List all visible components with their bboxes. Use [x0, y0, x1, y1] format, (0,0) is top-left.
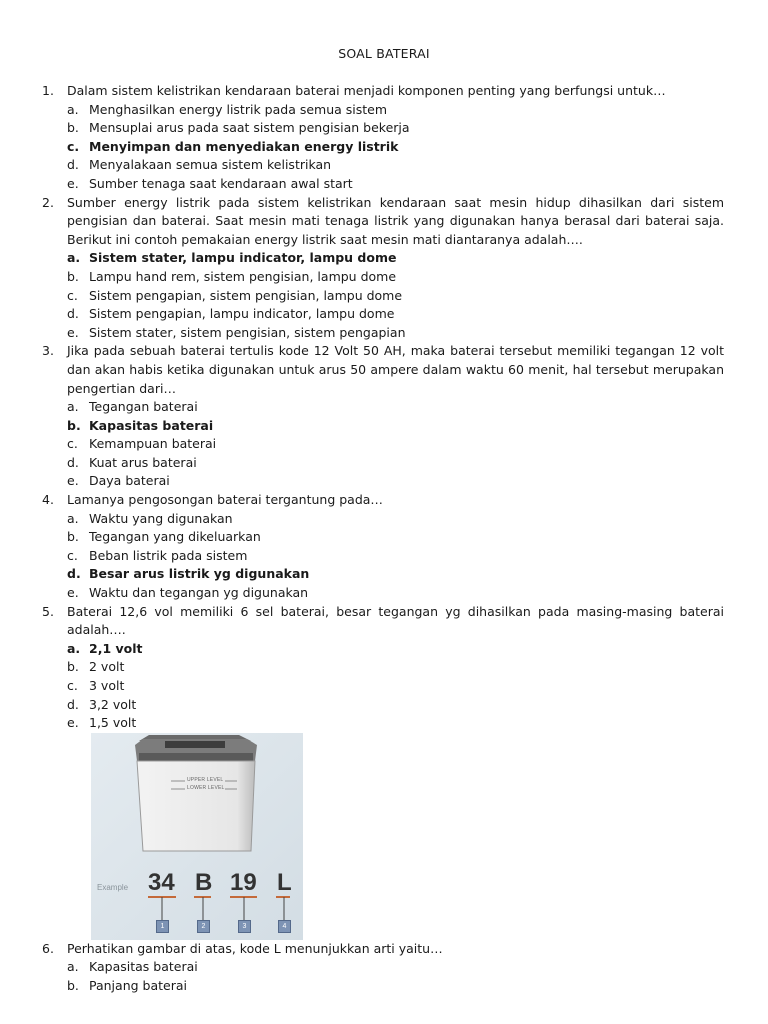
option-5b — [42, 658, 724, 677]
option-1d — [42, 156, 724, 175]
option-letter: a. — [67, 640, 81, 656]
option-text: Tegangan baterai — [89, 399, 198, 415]
option-text: Kuat arus baterai — [89, 454, 197, 470]
option-text: Sistem pengapian, sistem pengisian, lampu dome — [89, 287, 403, 303]
question-number: 3. — [42, 343, 54, 359]
option-text: 2 volt — [89, 659, 125, 675]
option-text: Waktu dan tegangan yg digunakan — [89, 585, 309, 601]
code-terminal: L — [277, 868, 292, 896]
option-4b — [42, 528, 724, 547]
code-number-2: 2 — [197, 920, 210, 933]
question-number: 6. — [42, 940, 54, 956]
option-text: Sistem stater, lampu indicator, lampu dome — [89, 250, 397, 266]
option-text: Tegangan yang dikeluarkan — [89, 529, 261, 545]
option-letter: a. — [67, 959, 79, 975]
option-letter: c. — [67, 138, 80, 154]
battery-code-figure — [91, 733, 303, 940]
option-letter: b. — [67, 417, 81, 433]
question-number: 5. — [42, 603, 54, 619]
option-1e — [42, 175, 724, 194]
question-block — [42, 603, 724, 733]
option-3d — [42, 454, 724, 473]
option-text: 3 volt — [89, 678, 125, 693]
battery-illustration — [91, 733, 303, 940]
option-3e — [42, 472, 724, 491]
page-title: SOAL BATERAI — [338, 46, 430, 61]
option-1b — [42, 119, 724, 138]
option-letter: b. — [67, 268, 79, 284]
option-text: Panjang baterai — [89, 977, 187, 993]
option-2e — [42, 324, 724, 343]
code-number-3: 3 — [238, 920, 251, 933]
option-letter: d. — [67, 157, 79, 173]
option-5c — [42, 677, 724, 696]
question-2 — [42, 194, 724, 250]
code-width-height: B — [195, 868, 213, 896]
option-5e — [42, 714, 724, 733]
question-number: 2. — [42, 194, 54, 210]
option-3b-answer — [42, 417, 724, 436]
option-text: Mensuplai arus pada saat sistem pengisian bekerja — [89, 120, 410, 136]
option-1a — [42, 101, 724, 120]
option-letter: e. — [67, 175, 79, 191]
code-number-4: 4 — [278, 920, 291, 933]
option-text: Menyalakaan semua sistem kelistrikan — [89, 157, 332, 173]
question-text: Sumber energy listrik pada sistem kelistrikan kendaraan saat mesin hidup dihasilkan dari sistem pengisian dan baterai. Saat mesin mati tenaga listrik yang digunakan hanya berasal dari baterai saja. Berikut ini contoh pemakaian energy listrik saat mesin mati diantaranya adalah…. — [67, 194, 724, 247]
lower-level-label: LOWER LEVEL — [187, 784, 225, 791]
option-letter: c. — [67, 287, 78, 303]
option-letter: b. — [67, 977, 79, 993]
question-text: Lamanya pengosongan baterai tergantung pada… — [67, 492, 383, 508]
option-2b — [42, 268, 724, 287]
option-4c — [42, 547, 724, 566]
question-block — [42, 194, 724, 343]
option-text: Besar arus listrik yg digunakan — [89, 566, 310, 582]
option-letter: d. — [67, 696, 79, 712]
option-2c — [42, 287, 724, 306]
question-text: Jika pada sebuah baterai tertulis kode 12 Volt 50 AH, maka baterai tersebut memiliki tegangan 12 volt dan akan habis ketika digunakan untuk arus 50 ampere dalam waktu 60 menit, hal tersebut merupakan pengertian dari… — [67, 343, 724, 396]
option-text: Sistem pengapian, lampu indicator, lampu dome — [89, 306, 395, 322]
question-block — [42, 82, 724, 194]
option-text: Daya baterai — [89, 473, 170, 489]
option-text: Kemampuan baterai — [89, 436, 217, 452]
option-4a — [42, 510, 724, 529]
option-letter: e. — [67, 715, 79, 731]
option-text: 3,2 volt — [89, 696, 137, 712]
code-length: 19 — [230, 868, 257, 896]
option-letter: a. — [67, 510, 79, 526]
code-capacity: 34 — [148, 868, 175, 896]
option-5d — [42, 696, 724, 715]
question-text: Baterai 12,6 vol memiliki 6 sel baterai, besar tegangan yg dihasilkan pada masing-masing baterai adalah…. — [67, 603, 724, 638]
option-text: Waktu yang digunakan — [89, 510, 233, 526]
battery-case — [137, 761, 255, 851]
question-5 — [42, 603, 724, 640]
option-text: Menyimpan dan menyediakan energy listrik — [89, 138, 399, 154]
option-letter: b. — [67, 659, 79, 675]
option-5a-answer — [42, 640, 724, 659]
option-6a — [42, 958, 724, 977]
option-letter: b. — [67, 120, 79, 136]
code-number-1: 1 — [156, 920, 169, 933]
question-list — [42, 82, 724, 996]
option-text: 2,1 volt — [89, 640, 143, 656]
option-2d — [42, 305, 724, 324]
question-block — [42, 342, 724, 491]
question-number: 1. — [42, 83, 54, 98]
question-block — [42, 491, 724, 603]
option-letter: e. — [67, 585, 79, 601]
option-1c-answer — [42, 138, 724, 157]
option-text: Sistem stater, sistem pengisian, sistem pengapian — [89, 324, 406, 340]
option-text: Kapasitas baterai — [89, 417, 214, 433]
option-6b — [42, 977, 724, 996]
upper-level-label: UPPER LEVEL — [187, 776, 224, 783]
option-text: Beban listrik pada sistem — [89, 547, 248, 563]
question-1 — [42, 82, 724, 101]
option-text: Kapasitas baterai — [89, 959, 198, 975]
option-letter: a. — [67, 101, 79, 117]
option-letter: d. — [67, 566, 81, 582]
option-letter: c. — [67, 547, 78, 563]
option-3a — [42, 398, 724, 417]
option-text: 1,5 volt — [89, 715, 137, 731]
option-letter: d. — [67, 306, 79, 322]
question-number: 4. — [42, 492, 54, 508]
option-letter: d. — [67, 454, 79, 470]
option-3c — [42, 435, 724, 454]
option-letter: e. — [67, 473, 79, 489]
option-letter: a. — [67, 250, 81, 266]
option-text: Lampu hand rem, sistem pengisian, lampu dome — [89, 268, 397, 284]
option-letter: e. — [67, 324, 79, 340]
question-text: Dalam sistem kelistrikan kendaraan baterai menjadi komponen penting yang berfungsi untuk… — [67, 83, 666, 98]
question-text: Perhatikan gambar di atas, kode L menunjukkan arti yaitu… — [67, 940, 443, 956]
option-letter: c. — [67, 436, 78, 452]
option-2a-answer — [42, 249, 724, 268]
option-letter: b. — [67, 529, 79, 545]
option-4e — [42, 584, 724, 603]
question-3 — [42, 342, 724, 398]
question-6 — [42, 940, 724, 959]
example-label: Example — [97, 882, 129, 892]
option-4d-answer — [42, 565, 724, 584]
battery-vent-cover — [165, 741, 225, 748]
option-text: Sumber tenaga saat kendaraan awal start — [89, 175, 353, 191]
option-text: Menghasilkan energy listrik pada semua sistem — [89, 101, 388, 117]
question-block — [42, 940, 724, 996]
question-4 — [42, 491, 724, 510]
option-letter: c. — [67, 678, 78, 693]
option-letter: a. — [67, 399, 79, 415]
